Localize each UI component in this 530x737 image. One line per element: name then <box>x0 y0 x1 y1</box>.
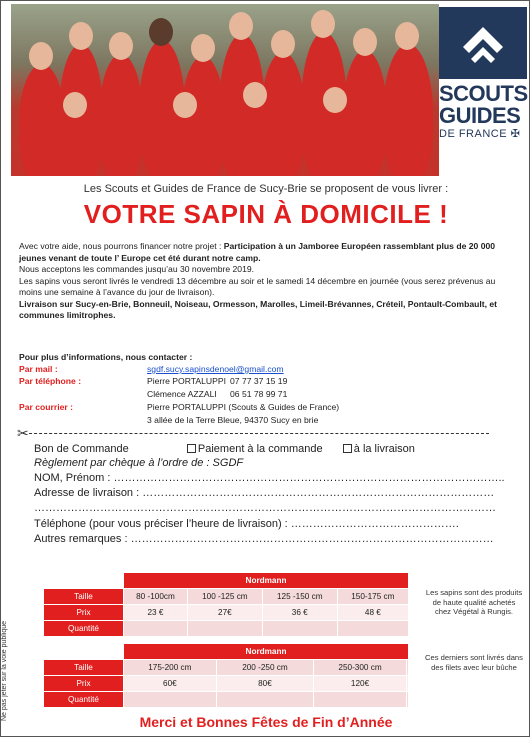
table2-label-price: Prix <box>44 676 124 692</box>
table2-label-qty: Quantité <box>44 692 124 708</box>
intro-text: Les Scouts et Guides de France de Sucy-Brie se proposent de vous livrer : <box>83 183 449 195</box>
phone-number-2: 06 51 78 99 71 <box>230 389 288 399</box>
phone-name-2: Clémence AZZALI <box>147 389 217 399</box>
quality-note: Les sapins sont des produits de haute qualité achetés chez Végétal à Rungis. <box>425 588 523 617</box>
table2-label-size: Taille <box>44 660 124 676</box>
body-paragraph-2: Nous acceptons les commandes jusqu’au 30 novembre 2019. <box>19 264 255 274</box>
table1-qty-1[interactable] <box>124 621 188 637</box>
table2-price-1: 60€ <box>124 676 217 692</box>
headline: VOTRE SAPIN À DOMICILE ! <box>83 199 449 229</box>
checkbox-pay-on-order[interactable] <box>187 444 196 453</box>
post-line-1: Pierre PORTALUPPI (Scouts & Guides de France) <box>147 402 340 412</box>
price-table-2 <box>43 643 409 708</box>
table1-price-3: 36 € <box>262 605 337 621</box>
phone-number-1: 07 77 37 15 19 <box>230 376 288 386</box>
table2-qty-3[interactable] <box>314 692 407 708</box>
table2-size-1: 175-200 cm <box>124 660 217 676</box>
order-form-title-row <box>34 443 415 455</box>
address-field[interactable]: Adresse de livraison : …………………………………………………………………………………… <box>34 487 495 499</box>
table1-qty-4[interactable] <box>337 621 408 637</box>
table1-title: Nordmann <box>124 573 409 589</box>
logo-line-2: GUIDES <box>439 103 521 128</box>
phone-name-1: Pierre PORTALUPPI <box>147 376 226 386</box>
remarks-field[interactable]: Autres remarques : ……………………………………………………………………………………… <box>34 533 494 545</box>
table2-size-3: 250-300 cm <box>314 660 407 676</box>
body-p1-bold: Participation à un Jamboree Européen rassemblant plus de 20 000 jeunes venant de toute l’ Europe cet été durant notre camp. <box>19 241 496 263</box>
logo-line-3: DE FRANCE ✠ <box>439 128 521 140</box>
scouts-logo <box>439 7 527 79</box>
table1-label-price: Prix <box>44 605 124 621</box>
scissors-icon: ✂ <box>17 425 29 441</box>
contact-title: Pour plus d’informations, nous contacter : <box>19 352 193 362</box>
table2-size-2: 200 -250 cm <box>216 660 313 676</box>
table1-price-1: 23 € <box>124 605 188 621</box>
option-pay-on-delivery: à la livraison <box>353 443 415 455</box>
payment-note: Règlement par chèque à l’ordre de : SGDF <box>34 457 244 469</box>
post-line-2: 3 allée de la Terre Bleue, 94370 Sucy en brie <box>147 415 319 425</box>
table2-price-3: 120€ <box>314 676 407 692</box>
table1-qty-2[interactable] <box>187 621 262 637</box>
post-label: Par courrier : <box>19 402 73 412</box>
cut-line <box>19 433 489 434</box>
mail-link[interactable]: sgdf.sucy.sapinsdenoel@gmail.com <box>147 364 284 374</box>
table1-size-3: 125 -150 cm <box>262 589 337 605</box>
table1-price-2: 27€ <box>187 605 262 621</box>
body-paragraph-4: Livraison sur Sucy-en-Brie, Bonneuil, Noiseau, Ormesson, Marolles, Limeil-Brévannes, Créteil, Pontault-Combault, et communes limitrophes. <box>19 298 498 320</box>
body-paragraph-3: Les sapins vous seront livrés le vendredi 13 décembre au soir et le samedi 14 décembre en journée (vous serez prévenus au moins une semaine à l’avance du jour de livraison). <box>19 275 496 297</box>
table2-price-2: 80€ <box>216 676 313 692</box>
name-field[interactable]: NOM, Prénom : …………………………………………………………………………………………….. <box>34 472 505 484</box>
table2-corner <box>44 644 124 660</box>
delivery-note: Ces derniers sont livrés dans des filets avec leur bûche <box>425 653 523 672</box>
table2-qty-1[interactable] <box>124 692 217 708</box>
table2-qty-4[interactable] <box>406 692 408 708</box>
table2-price-4 <box>406 676 408 692</box>
table2-title: Nordmann <box>124 644 409 660</box>
table2-size-4 <box>406 660 408 676</box>
fleur-de-lis-icon <box>453 17 513 67</box>
table1-qty-3[interactable] <box>262 621 337 637</box>
mail-label: Par mail : <box>19 364 58 374</box>
checkbox-pay-on-delivery[interactable] <box>343 444 352 453</box>
table1-label-size: Taille <box>44 589 124 605</box>
table1-size-1: 80 -100cm <box>124 589 188 605</box>
body-text <box>19 241 519 322</box>
body-p1-normal: Avec votre aide, nous pourrons financer notre projet : <box>19 241 224 251</box>
table1-price-4: 48 € <box>337 605 408 621</box>
table1-corner <box>44 573 124 589</box>
table1-label-qty: Quantité <box>44 621 124 637</box>
logo-line-1: SCOUTS <box>439 81 528 106</box>
price-table-1 <box>43 572 409 637</box>
table1-size-4: 150-175 cm <box>337 589 408 605</box>
logo-text <box>439 83 529 141</box>
option-pay-on-order: Paiement à la commande <box>197 443 323 455</box>
table1-size-2: 100 -125 cm <box>187 589 262 605</box>
group-photo <box>11 4 439 176</box>
body-paragraph-1 <box>19 241 519 264</box>
table2-qty-2[interactable] <box>216 692 313 708</box>
order-form-title: Bon de Commande <box>34 443 129 455</box>
phone-label: Par téléphone : <box>19 376 82 386</box>
footer-greeting: Merci et Bonnes Fêtes de Fin d’Année <box>139 714 393 730</box>
address-field-line-2[interactable]: ……………………………………………………………………………………………………………… <box>34 502 496 514</box>
disposal-notice: Ne pas jeter sur la voie publique <box>1 620 8 721</box>
phone-field[interactable]: Téléphone (pour vous préciser l’heure de livraison) : ………………………………………. <box>34 518 459 530</box>
